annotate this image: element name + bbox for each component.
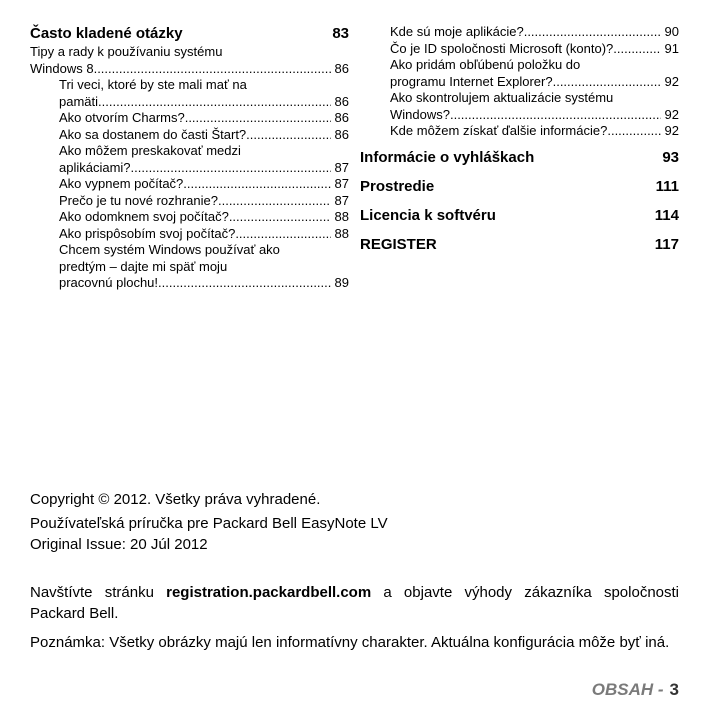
toc-entry-page: 90 bbox=[664, 24, 679, 39]
toc-entry-title: Windows? bbox=[390, 106, 450, 122]
toc-entry-list bbox=[30, 44, 349, 292]
toc-entry-list bbox=[360, 24, 679, 140]
toc-entry-leader-line bbox=[59, 127, 349, 144]
disclaimer-note: Poznámka: Všetky obrázky majú len informatívny charakter. Aktuálna konfigurácia môže byť iná. bbox=[30, 634, 670, 651]
toc-entry[interactable] bbox=[30, 226, 349, 243]
toc-heading-page: 114 bbox=[654, 206, 679, 224]
dot-leader bbox=[229, 209, 331, 226]
toc-entry-page: 86 bbox=[334, 126, 349, 142]
dot-leader bbox=[183, 176, 330, 193]
toc-entry-page: 91 bbox=[664, 40, 679, 56]
toc-entry-title: Ako odomknem svoj počítač? bbox=[59, 209, 229, 224]
toc-entry-title: pamäti bbox=[59, 93, 99, 109]
toc-entry-title: Ako sa dostanem do časti Štart? bbox=[59, 126, 247, 142]
toc-heading[interactable] bbox=[360, 235, 679, 254]
toc-entry[interactable] bbox=[30, 242, 349, 292]
toc-entry-leader-line bbox=[30, 61, 349, 78]
toc-entry-leader-line bbox=[59, 94, 349, 111]
toc-entry-page: 86 bbox=[334, 93, 349, 109]
toc-heading[interactable] bbox=[360, 177, 679, 196]
toc-entry-page: 92 bbox=[664, 123, 679, 138]
dot-leader bbox=[607, 123, 660, 140]
toc-heading-list bbox=[360, 148, 679, 254]
dot-leader bbox=[158, 275, 331, 292]
toc-left-column bbox=[30, 24, 349, 292]
toc-heading-title: Často kladené otázky bbox=[30, 25, 183, 42]
visit-after: a objavte výhody zákazníka spoločnosti Packard Bell. bbox=[30, 584, 679, 622]
visit-before: Navštívte stránku bbox=[30, 584, 167, 601]
page-footer bbox=[592, 680, 679, 700]
toc-heading[interactable] bbox=[360, 206, 679, 225]
toc-entry[interactable] bbox=[30, 176, 349, 193]
toc-entry-page: 92 bbox=[664, 73, 679, 89]
toc-entry-title: Čo je ID spoločnosti Microsoft (konto)? bbox=[390, 40, 614, 56]
toc-heading-page: 83 bbox=[332, 25, 349, 42]
toc-entry[interactable] bbox=[30, 127, 349, 144]
dot-leader bbox=[450, 107, 661, 124]
toc-entry[interactable] bbox=[360, 123, 679, 140]
registration-notice bbox=[30, 582, 679, 653]
page-number: 3 bbox=[669, 680, 679, 699]
toc-entry-page: 87 bbox=[334, 159, 349, 175]
toc-entry-title: Kde môžem získať ďalšie informácie? bbox=[390, 123, 608, 138]
toc-entry-page: 86 bbox=[334, 60, 349, 76]
toc-entry-leader-line bbox=[59, 275, 349, 292]
toc-entry-title: Ako vypnem počítač? bbox=[59, 176, 184, 191]
toc-heading-page: 117 bbox=[654, 235, 679, 253]
registration-paragraph bbox=[30, 582, 679, 624]
toc-entry-title: programu Internet Explorer? bbox=[390, 73, 553, 89]
toc-heading-title: Licencia k softvéru bbox=[360, 206, 496, 224]
toc-heading-title: REGISTER bbox=[360, 235, 437, 253]
toc-entry-leader-line bbox=[390, 41, 679, 58]
toc-entry-line: Ako môžem preskakovať medzi bbox=[59, 143, 241, 158]
toc-entry-title: Kde sú moje aplikácie? bbox=[390, 24, 524, 39]
toc-heading-title: Prostredie bbox=[360, 177, 435, 195]
registration-link[interactable]: registration.packardbell.com bbox=[166, 584, 372, 601]
toc-entry-page: 88 bbox=[334, 209, 349, 224]
toc-entry-leader-line bbox=[390, 24, 679, 41]
dot-leader bbox=[524, 24, 661, 41]
toc-entry-title: Windows 8 bbox=[30, 60, 94, 76]
toc-right-column bbox=[360, 24, 679, 264]
toc-entry-page: 87 bbox=[334, 192, 349, 208]
dot-leader bbox=[94, 61, 331, 78]
toc-entry-page: 92 bbox=[664, 106, 679, 122]
toc-entry-page: 86 bbox=[334, 110, 349, 125]
dot-leader bbox=[185, 110, 331, 127]
toc-entry[interactable] bbox=[360, 41, 679, 58]
toc-entry-line: Tipy a rady k používaniu systému bbox=[30, 44, 223, 59]
toc-heading-faq[interactable] bbox=[30, 24, 349, 43]
toc-entry[interactable] bbox=[360, 90, 679, 123]
original-issue: Original Issue: 20 Júl 2012 bbox=[30, 536, 208, 553]
toc-entry-leader-line bbox=[59, 193, 349, 210]
toc-entry-leader-line bbox=[390, 74, 679, 91]
toc-entry-title: Ako otvorím Charms? bbox=[59, 110, 185, 125]
manual-info bbox=[30, 513, 679, 555]
dot-leader bbox=[235, 226, 330, 243]
dot-leader bbox=[98, 94, 331, 111]
toc-entry-title: aplikáciami? bbox=[59, 159, 131, 175]
toc-entry-title: Ako prispôsobím svoj počítač? bbox=[59, 225, 236, 241]
toc-entry-line: Chcem systém Windows používať ako bbox=[59, 242, 280, 257]
toc-entry[interactable] bbox=[30, 77, 349, 110]
toc-entry-leader-line bbox=[59, 176, 349, 193]
dot-leader bbox=[246, 127, 330, 144]
toc-entry-line: Ako skontrolujem aktualizácie systému bbox=[390, 90, 614, 105]
toc-entry[interactable] bbox=[30, 209, 349, 226]
toc-heading[interactable] bbox=[360, 148, 679, 167]
toc-entry-page: 87 bbox=[334, 176, 349, 191]
toc-entry-leader-line bbox=[59, 160, 349, 177]
toc-entry[interactable] bbox=[360, 57, 679, 90]
toc-heading-page: 111 bbox=[655, 177, 679, 195]
footer-section-label: OBSAH - bbox=[591, 680, 664, 699]
toc-entry[interactable] bbox=[30, 143, 349, 176]
toc-entry-page: 88 bbox=[334, 225, 349, 241]
toc-entry-title: Prečo je tu nové rozhranie? bbox=[59, 192, 218, 208]
toc-entry-leader-line bbox=[59, 226, 349, 243]
toc-entry-title: pracovnú plochu! bbox=[59, 275, 159, 290]
toc-entry-leader-line bbox=[390, 107, 679, 124]
toc-entry[interactable] bbox=[30, 44, 349, 77]
toc-entry-leader-line bbox=[390, 123, 679, 140]
toc-entry-leader-line bbox=[59, 209, 349, 226]
toc-heading-title: Informácie o vyhláškach bbox=[360, 148, 535, 166]
manual-title: Používateľská príručka pre Packard Bell EasyNote LV bbox=[30, 515, 388, 532]
dot-leader bbox=[131, 160, 331, 177]
toc-entry[interactable] bbox=[30, 110, 349, 127]
toc-heading-page: 93 bbox=[662, 148, 679, 166]
toc-entry[interactable] bbox=[360, 24, 679, 41]
toc-entry[interactable] bbox=[30, 193, 349, 210]
dot-leader bbox=[553, 74, 661, 91]
toc-entry-line: Tri veci, ktoré by ste mali mať na bbox=[59, 77, 247, 92]
toc-entry-page: 89 bbox=[334, 275, 349, 290]
dot-leader bbox=[218, 193, 331, 210]
toc-entry-line: Ako pridám obľúbenú položku do bbox=[390, 57, 581, 72]
toc-entry-leader-line bbox=[59, 110, 349, 127]
copyright-notice: Copyright © 2012. Všetky práva vyhradené. bbox=[30, 491, 321, 508]
dot-leader bbox=[613, 41, 660, 58]
toc-entry-line: predtým – dajte mi späť moju bbox=[59, 258, 228, 274]
